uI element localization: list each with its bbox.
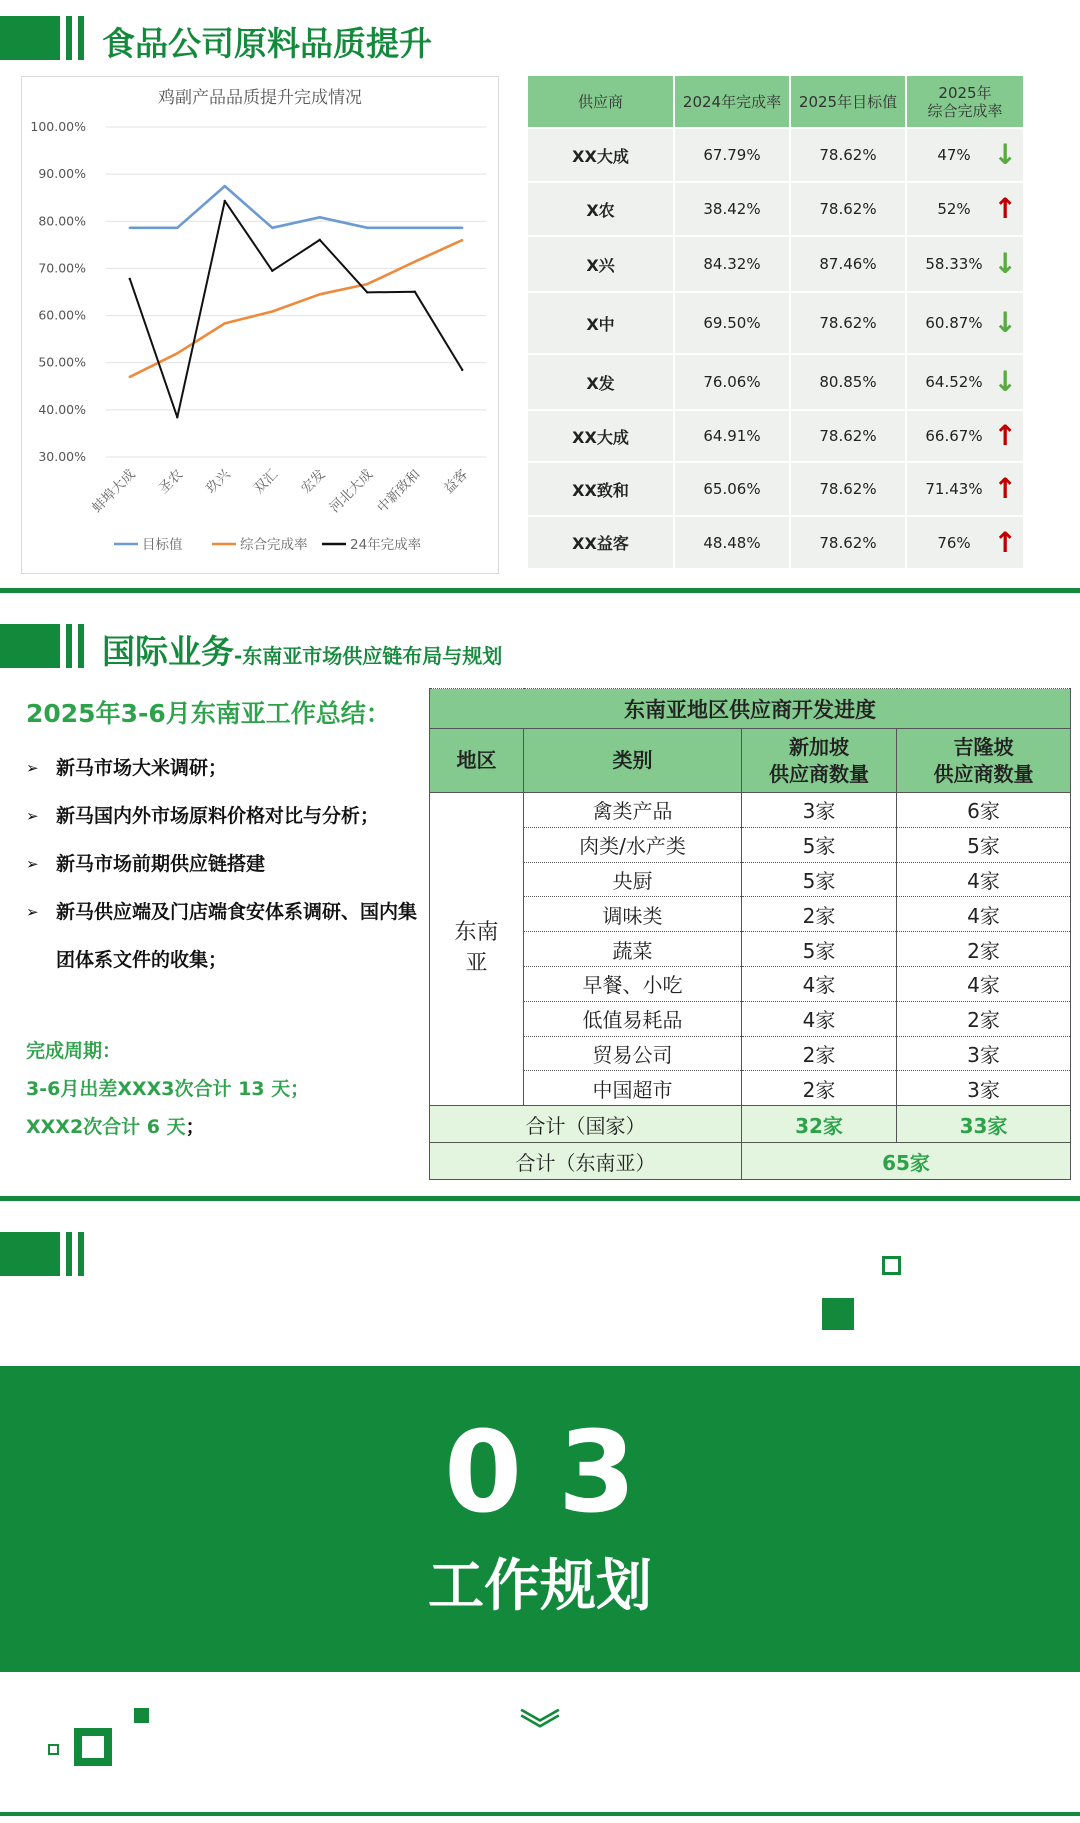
data-point <box>176 352 178 354</box>
kl-count-cell: 6家 <box>897 793 1071 828</box>
header-2025-target: 2025年目标值 <box>790 76 906 128</box>
region-text-2: 亚 <box>465 951 488 977</box>
quality-line-chart <box>21 76 499 574</box>
region-cell <box>430 793 524 1106</box>
kl-count-cell: 4家 <box>897 862 1071 897</box>
data-point <box>271 310 273 312</box>
singapore-count-cell: 5家 <box>742 862 897 897</box>
category-cell: 中国超市 <box>524 1071 742 1106</box>
bullet-arrow-icon: ➢ <box>26 759 39 777</box>
x-tick-label: 宏发 <box>298 466 329 497</box>
header-supplier: 供应商 <box>528 76 674 128</box>
kl-count-cell: 2家 <box>897 1001 1071 1036</box>
overall-rate-value: 64.52% <box>925 373 983 391</box>
table-row <box>528 462 1024 516</box>
list-item <box>26 888 426 984</box>
section2-title-sub: -东南亚市场供应链布局与规划 <box>234 644 503 668</box>
y-tick-label: 60.00% <box>38 307 86 323</box>
total-country-row <box>430 1106 1071 1143</box>
rate-2024-cell: 69.50% <box>674 292 790 354</box>
cycle-line-2 <box>26 1112 205 1139</box>
section-number: 03 <box>444 1408 672 1538</box>
summary-list <box>26 744 426 984</box>
section1-title: 食品公司原料品质提升 <box>102 24 432 63</box>
header-singapore-2: 供应商数量 <box>769 761 869 786</box>
bottom-divider <box>0 1812 1080 1816</box>
data-point <box>129 227 131 229</box>
category-cell: 调味类 <box>524 897 742 932</box>
list-item-text: 新马供应端及门店端食安体系调研、国内集团体系文件的收集； <box>56 901 418 971</box>
header-region: 地区 <box>430 729 524 793</box>
table-row <box>430 966 1071 1001</box>
table-row <box>528 182 1024 236</box>
x-tick-label: 中新致和 <box>374 466 424 517</box>
arrow-down-icon: ↓ <box>993 138 1017 171</box>
data-point <box>414 291 416 293</box>
overall-rate-cell <box>906 462 1024 516</box>
total-sea-row <box>430 1143 1071 1180</box>
cycle-line-1: 3-6月出差XXX3次合计 13 天； <box>26 1078 310 1100</box>
kl-count-cell: 3家 <box>897 1071 1071 1106</box>
list-item-text: 新马市场前期供应链搭建 <box>56 853 266 875</box>
target-2025-cell: 78.62% <box>790 292 906 354</box>
list-item <box>26 840 426 888</box>
data-point <box>366 283 368 285</box>
overall-rate-value: 52% <box>937 200 971 218</box>
target-2025-cell: 78.62% <box>790 516 906 568</box>
singapore-count-cell: 2家 <box>742 1036 897 1071</box>
kl-count-cell: 4家 <box>897 897 1071 932</box>
data-point <box>319 216 321 218</box>
singapore-count-cell: 5家 <box>742 827 897 862</box>
region-text-1: 东南 <box>454 920 499 946</box>
overall-rate-cell <box>906 354 1024 410</box>
category-cell: 央厨 <box>524 862 742 897</box>
list-item-text: 新马市场大米调研； <box>56 757 228 779</box>
data-point <box>414 260 416 262</box>
y-tick-label: 80.00% <box>38 213 86 229</box>
deco-square-solid <box>822 1298 854 1330</box>
y-tick-label: 40.00% <box>38 401 86 417</box>
target-2025-cell: 78.62% <box>790 128 906 182</box>
total-sea-label: 合计（东南亚） <box>430 1143 742 1180</box>
sea-table-caption: 东南亚地区供应商开发进度 <box>430 689 1071 729</box>
cycle-line-2-text: XXX2次合计 6 天 <box>26 1116 186 1138</box>
data-point <box>271 227 273 229</box>
table-row <box>528 410 1024 462</box>
table-row <box>430 827 1071 862</box>
legend-label: 综合完成率 <box>240 537 308 553</box>
target-2025-cell: 80.85% <box>790 354 906 410</box>
header-2025-overall <box>906 76 1024 128</box>
table-row <box>430 793 1071 828</box>
singapore-count-cell: 2家 <box>742 897 897 932</box>
target-2025-cell: 87.46% <box>790 236 906 292</box>
header-kuala-lumpur <box>897 729 1071 793</box>
overall-rate-value: 60.87% <box>925 314 983 332</box>
list-item <box>26 744 426 792</box>
data-point <box>414 227 416 229</box>
kl-count-cell: 3家 <box>897 1036 1071 1071</box>
data-point <box>271 270 273 272</box>
overall-rate-value: 66.67% <box>925 427 983 445</box>
category-cell: 早餐、小吃 <box>524 966 742 1001</box>
chart-svg <box>22 77 498 573</box>
total-kl: 33家 <box>897 1106 1071 1143</box>
header-singapore <box>742 729 897 793</box>
overall-rate-cell <box>906 292 1024 354</box>
table-row <box>528 236 1024 292</box>
supplier-cell: XX大成 <box>528 410 674 462</box>
supplier-cell: X农 <box>528 182 674 236</box>
supplier-cell: X兴 <box>528 236 674 292</box>
total-singapore: 32家 <box>742 1106 897 1143</box>
arrow-up-icon: ↑ <box>993 419 1017 452</box>
list-item-text: 新马国内外市场原料价格对比与分析； <box>56 805 380 827</box>
supplier-cell: XX益客 <box>528 516 674 568</box>
summary-title: 2025年3-6月东南亚工作总结： <box>26 699 391 728</box>
header-2024-rate: 2024年完成率 <box>674 76 790 128</box>
x-tick-label: 益客 <box>440 466 472 497</box>
section2-title-main: 国际业务 <box>102 632 234 671</box>
kl-count-cell: 4家 <box>897 966 1071 1001</box>
data-point <box>129 278 131 280</box>
data-point <box>129 376 131 378</box>
data-point <box>224 185 226 187</box>
data-point <box>224 322 226 324</box>
bullet-arrow-icon: ➢ <box>26 903 39 921</box>
kl-count-cell: 5家 <box>897 827 1071 862</box>
singapore-count-cell: 2家 <box>742 1071 897 1106</box>
data-point <box>461 227 463 229</box>
table-row <box>430 1001 1071 1036</box>
rate-2024-cell: 64.91% <box>674 410 790 462</box>
data-point <box>461 369 463 371</box>
header-overall-rate: 综合完成率 <box>927 101 1003 120</box>
category-cell: 贸易公司 <box>524 1036 742 1071</box>
cycle-label: 完成周期： <box>26 1040 122 1062</box>
kl-count-cell: 2家 <box>897 932 1071 967</box>
section-divider <box>0 588 1080 593</box>
supplier-rate-table-body <box>528 128 1024 568</box>
overall-rate-value: 76% <box>937 533 971 552</box>
y-tick-label: 30.00% <box>38 449 86 464</box>
arrow-down-icon: ↓ <box>993 365 1017 398</box>
target-2025-cell: 78.62% <box>790 462 906 516</box>
chart-title: 鸡副产品品质提升完成情况 <box>158 88 362 108</box>
table-row <box>528 354 1024 410</box>
data-point <box>461 239 463 241</box>
y-tick-label: 70.00% <box>38 260 86 276</box>
category-cell: 低值易耗品 <box>524 1001 742 1036</box>
legend-label: 目标值 <box>142 537 183 553</box>
singapore-count-cell: 4家 <box>742 1001 897 1036</box>
overall-rate-value: 58.33% <box>925 255 983 273</box>
table-row <box>528 292 1024 354</box>
overall-rate-value: 71.43% <box>925 480 983 498</box>
singapore-count-cell: 3家 <box>742 793 897 828</box>
data-point <box>176 416 178 418</box>
arrow-up-icon: ↑ <box>993 472 1017 505</box>
bullet-arrow-icon: ➢ <box>26 855 39 873</box>
header-2025-year: 2025年 <box>938 83 992 102</box>
overall-rate-cell <box>906 516 1024 568</box>
header-category: 类别 <box>524 729 742 793</box>
overall-rate-cell <box>906 410 1024 462</box>
sea-supplier-table <box>429 688 1071 1180</box>
section-divider <box>0 1196 1080 1201</box>
x-tick-label: 玖兴 <box>203 466 234 497</box>
legend-label: 24年完成率 <box>350 537 422 553</box>
supplier-cell: XX致和 <box>528 462 674 516</box>
overall-rate-value: 47% <box>937 146 971 164</box>
supplier-cell: XX大成 <box>528 128 674 182</box>
series-line-2 <box>130 201 463 417</box>
arrow-down-icon: ↓ <box>993 247 1017 280</box>
category-cell: 肉类/水产类 <box>524 827 742 862</box>
data-point <box>176 227 178 229</box>
table-row <box>430 897 1071 932</box>
table-row <box>430 1071 1071 1106</box>
rate-2024-cell: 67.79% <box>674 128 790 182</box>
supplier-cell: X发 <box>528 354 674 410</box>
arrow-up-icon: ↑ <box>993 192 1017 225</box>
rate-2024-cell: 48.48% <box>674 516 790 568</box>
y-tick-label: 90.00% <box>38 166 86 182</box>
singapore-count-cell: 5家 <box>742 932 897 967</box>
arrow-up-icon: ↑ <box>993 525 1017 559</box>
supplier-rate-table <box>528 76 1025 568</box>
target-2025-cell: 78.62% <box>790 182 906 236</box>
section3-title: 工作规划 <box>428 1554 652 1619</box>
overall-rate-cell <box>906 236 1024 292</box>
section2-title <box>102 626 502 673</box>
x-tick-label: 蚌埠大成 <box>89 466 139 517</box>
arrow-down-icon: ↓ <box>993 306 1017 339</box>
overall-rate-cell <box>906 182 1024 236</box>
rate-2024-cell: 65.06% <box>674 462 790 516</box>
bullet-arrow-icon: ➢ <box>26 807 39 825</box>
series-line-1 <box>130 240 463 377</box>
table-row <box>430 862 1071 897</box>
cycle-line-2-end: ； <box>185 1116 205 1138</box>
header-kl-2: 供应商数量 <box>933 761 1034 786</box>
y-tick-label: 100.00% <box>30 119 86 134</box>
x-tick-label: 双汇 <box>250 466 282 497</box>
category-cell: 禽类产品 <box>524 793 742 828</box>
supplier-cell: X中 <box>528 292 674 354</box>
sea-supplier-table-body <box>430 689 1071 1180</box>
rate-2024-cell: 76.06% <box>674 354 790 410</box>
table-row <box>430 932 1071 967</box>
chevron-down-icon[interactable]: ︾ <box>520 1707 560 1753</box>
rate-2024-cell: 84.32% <box>674 236 790 292</box>
list-item <box>26 792 426 840</box>
header-kl-1: 吉隆坡 <box>953 734 1014 759</box>
rate-2024-cell: 38.42% <box>674 182 790 236</box>
data-point <box>366 291 368 293</box>
data-point <box>224 200 226 202</box>
deco-square-solid-small <box>134 1708 149 1723</box>
table-row <box>528 516 1024 568</box>
table-header-row <box>528 76 1024 128</box>
table-row <box>430 1036 1071 1071</box>
x-tick-label: 河北大成 <box>326 466 377 517</box>
data-point <box>366 227 368 229</box>
target-2025-cell: 78.62% <box>790 410 906 462</box>
overall-rate-cell <box>906 128 1024 182</box>
total-sea: 65家 <box>742 1143 1071 1180</box>
header-singapore-1: 新加坡 <box>789 734 849 759</box>
data-point <box>319 239 321 241</box>
singapore-count-cell: 4家 <box>742 966 897 1001</box>
deco-square-outline <box>882 1256 901 1275</box>
y-tick-label: 50.00% <box>38 354 86 370</box>
table-row <box>528 128 1024 182</box>
deco-square-tiny <box>48 1744 59 1755</box>
deco-square-thick <box>74 1728 112 1766</box>
x-tick-label: 圣农 <box>155 466 187 497</box>
category-cell: 蔬菜 <box>524 932 742 967</box>
data-point <box>319 293 321 295</box>
total-country-label: 合计（国家） <box>430 1106 742 1143</box>
